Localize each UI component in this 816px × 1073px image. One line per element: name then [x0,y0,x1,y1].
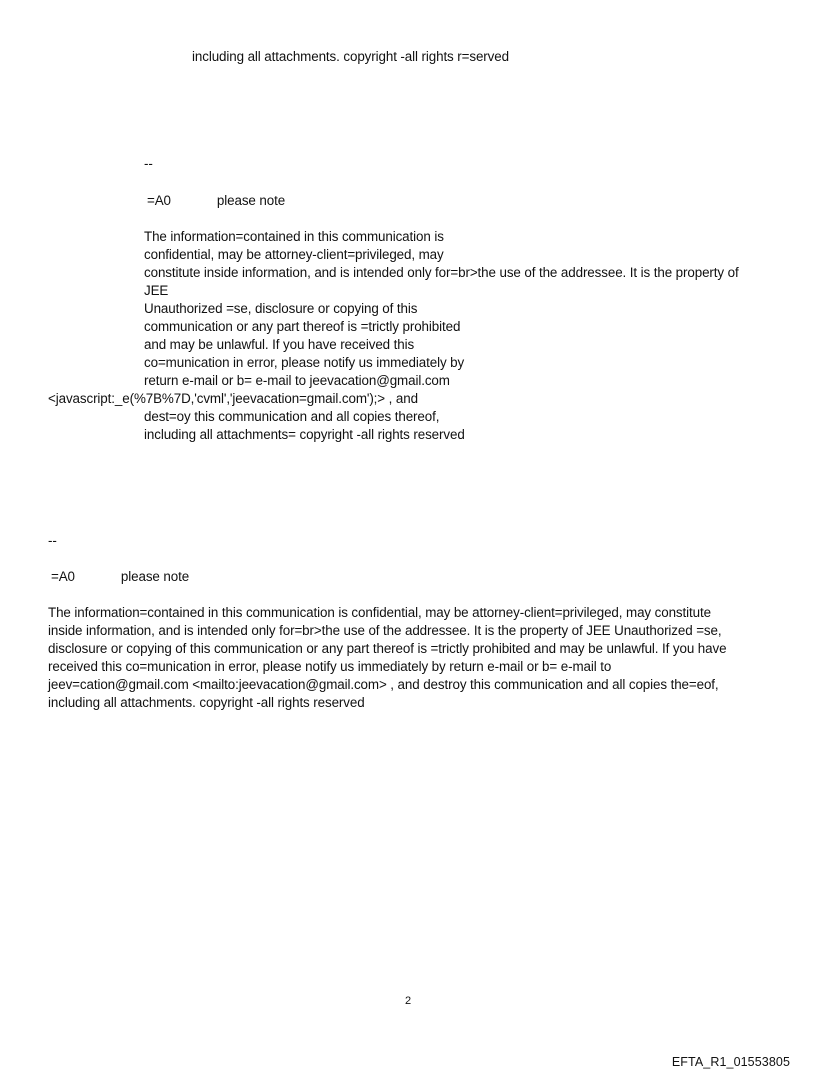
note-label: please note [216,193,286,208]
disclaimer-line: inside information, and is intended only for=br>the use of the addressee. It is the property of JEE Unauthorized =se, [48,623,722,638]
disclaimer-line: Unauthorized =se, disclosure or copying of this [144,301,418,316]
disclaimer-line: dest=oy this communication and all copies thereof, [144,409,440,424]
note-label: please note [120,569,190,584]
page-number: 2 [404,995,412,1007]
please-note-line-2 [51,568,189,586]
disclaimer-full [48,604,726,712]
note-code: =A0 [147,193,171,208]
note-code: =A0 [51,569,75,584]
disclaimer-line: The information=contained in this communication is [144,229,444,244]
disclaimer-line: and may be unlawful. If you have received this [144,337,415,352]
disclaimer-indented-tail [144,408,465,444]
separator-1: -- [144,156,153,171]
disclaimer-line: confidential, may be attorney-client=privileged, may [144,247,444,262]
disclaimer-line: return e-mail or b= e-mail to jeevacation@gmail.com [144,373,450,388]
disclaimer-line: jeev=cation@gmail.com <mailto:jeevacation@gmail.com> , and destroy this communication and all copies the=eof, [48,677,719,692]
disclaimer-line: co=munication in error, please notify us immediately by [144,355,465,370]
disclaimer-line: received this co=munication in error, please notify us immediately by return e-mail or b= e-mail to [48,659,612,674]
disclaimer-line: including all attachments. copyright -all rights reserved [48,695,365,710]
please-note-line-1 [147,192,285,210]
disclaimer-line: The information=contained in this communication is confidential, may be attorney-client=privileged, may constitute [48,605,711,620]
disclaimer-indented [144,228,739,390]
separator-2: -- [48,533,57,548]
disclaimer-line: communication or any part thereof is =trictly prohibited [144,319,461,334]
disclaimer-line: disclosure or copying of this communication or any part thereof is =trictly prohibited and may be unlawful. If you have [48,641,727,656]
disclaimer-line: including all attachments= copyright -all rights reserved [144,427,465,442]
disclaimer-line: constitute inside information, and is intended only for=br>the use of the addressee. It is the property of [144,265,739,280]
javascript-link-line: <javascript:_e(%7B%7D,'cvml','jeevacation=gmail.com');> , and [48,391,418,406]
top-continuation-line: including all attachments. copyright -all rights r=served [192,49,509,64]
disclaimer-line: JEE [144,283,169,298]
document-id: EFTA_R1_01553805 [671,1055,790,1069]
